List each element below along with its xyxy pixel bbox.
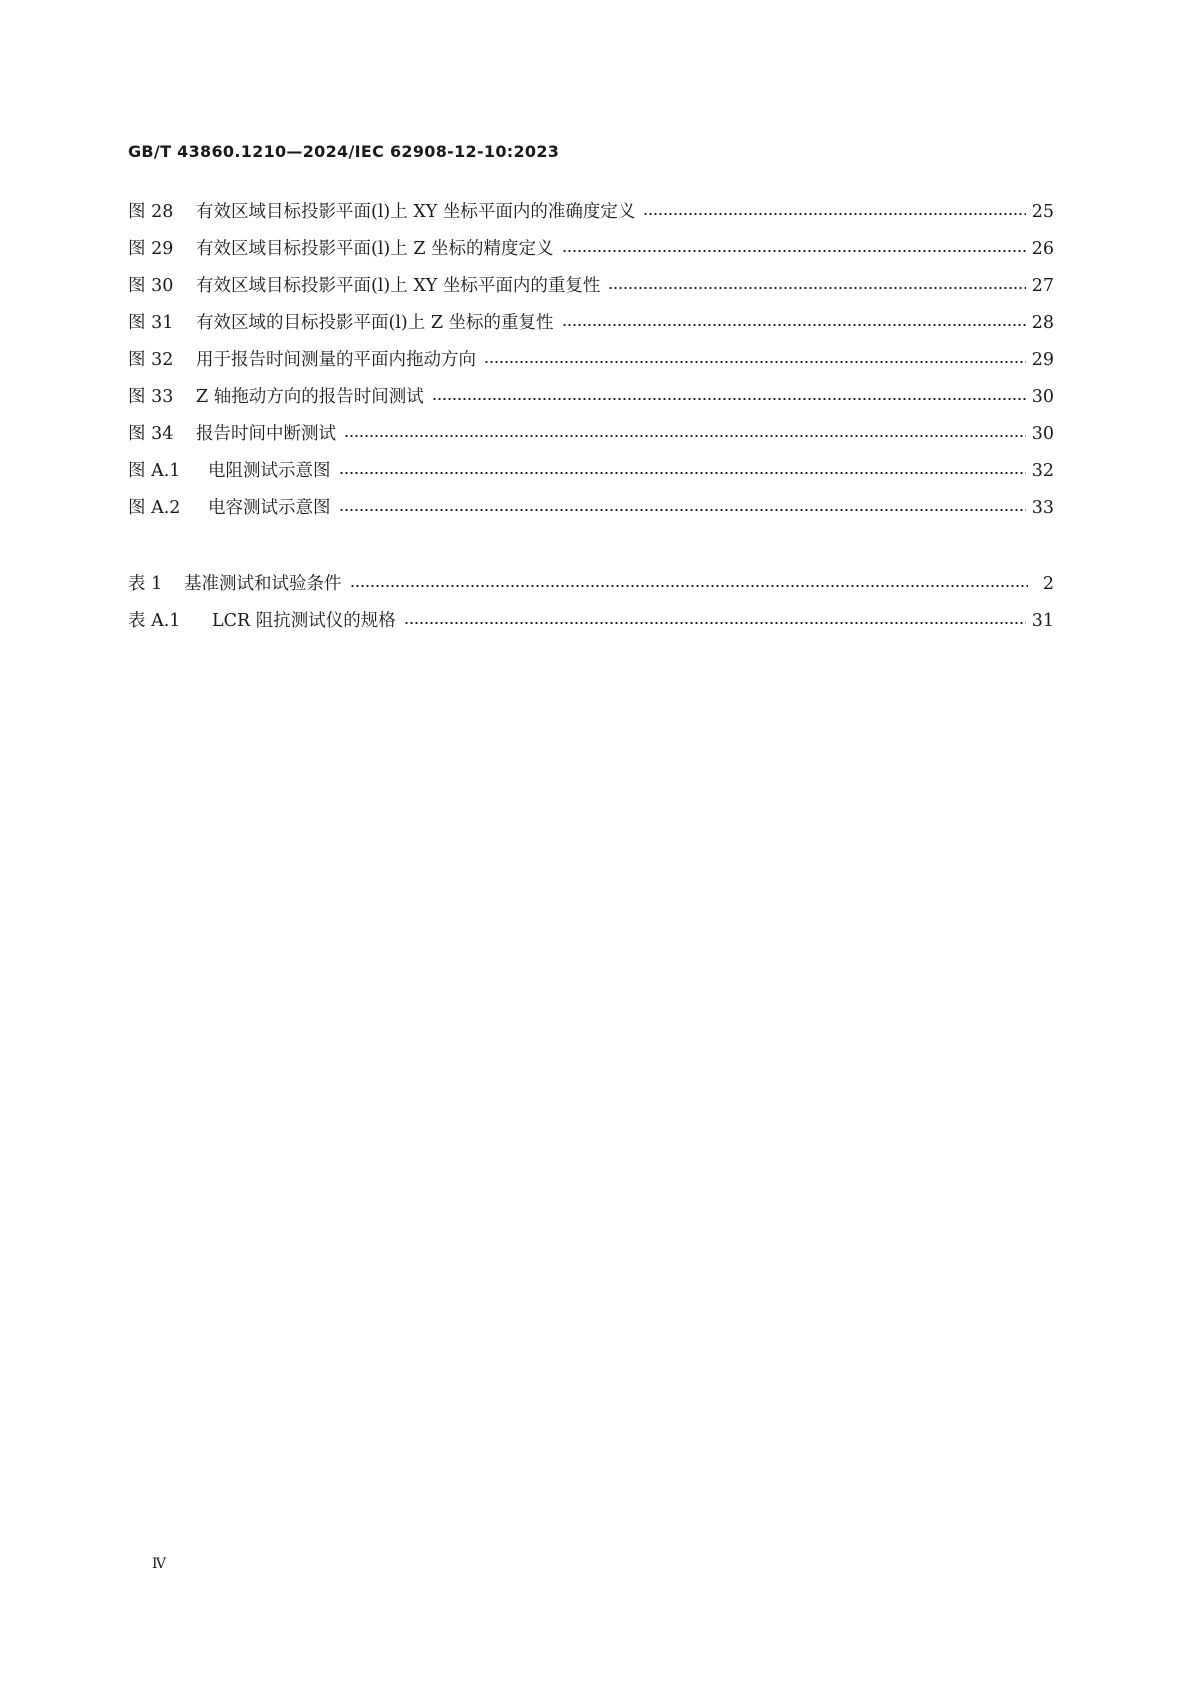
leader-dots bbox=[339, 499, 1026, 519]
toc-entry-title: Z 轴拖动方向的报告时间测试 bbox=[196, 387, 424, 407]
toc-entry-title: 基准测试和试验条件 bbox=[184, 574, 342, 594]
toc-entry-title: 有效区域的目标投影平面(l)上 Z 坐标的重复性 bbox=[196, 313, 554, 333]
toc-entry-page: 31 bbox=[1031, 611, 1054, 631]
toc-entry-page: 33 bbox=[1031, 498, 1054, 518]
toc-entry-title: 报告时间中断测试 bbox=[196, 424, 336, 444]
toc-entry-title: LCR 阻抗测试仪的规格 bbox=[212, 611, 396, 631]
toc-entry-page: 32 bbox=[1031, 461, 1054, 481]
leader-dots bbox=[643, 203, 1025, 223]
toc-entry-label: 图 A.1 bbox=[128, 461, 181, 481]
toc-entry-table-1[interactable] bbox=[128, 566, 1054, 603]
toc-entry-label: 图 A.2 bbox=[128, 498, 181, 518]
toc-entry-page: 27 bbox=[1031, 276, 1054, 296]
document-header-code: GB/T 43860.1210—2024/IEC 62908-12-10:2023 bbox=[128, 142, 560, 161]
toc-entry-figure-a1[interactable] bbox=[128, 453, 1054, 490]
leader-dots bbox=[344, 425, 1026, 445]
leader-dots bbox=[339, 462, 1026, 482]
leader-dots bbox=[562, 240, 1026, 260]
leader-dots bbox=[432, 388, 1026, 408]
toc-entry-label: 表 1 bbox=[128, 574, 163, 594]
toc-entry-label: 图 32 bbox=[128, 350, 174, 370]
toc-entry-page: 30 bbox=[1031, 424, 1054, 444]
toc-entry-title: 有效区域目标投影平面(l)上 XY 坐标平面内的重复性 bbox=[196, 276, 601, 296]
toc-entry-figure-34[interactable] bbox=[128, 416, 1054, 453]
toc-entry-page: 25 bbox=[1031, 202, 1054, 222]
page-number: Ⅳ bbox=[152, 1556, 166, 1572]
table-list bbox=[128, 566, 1054, 640]
toc-entry-title: 有效区域目标投影平面(l)上 XY 坐标平面内的准确度定义 bbox=[196, 202, 636, 222]
toc-entry-title: 电容测试示意图 bbox=[208, 498, 331, 518]
toc-entry-title: 用于报告时间测量的平面内拖动方向 bbox=[196, 350, 476, 370]
toc-entry-figure-31[interactable] bbox=[128, 305, 1054, 342]
toc-entry-page: 28 bbox=[1031, 313, 1054, 333]
toc-entry-title: 电阻测试示意图 bbox=[208, 461, 331, 481]
toc-entry-label: 图 29 bbox=[128, 239, 174, 259]
toc-entry-figure-32[interactable] bbox=[128, 342, 1054, 379]
toc-entry-figure-28[interactable] bbox=[128, 194, 1054, 231]
toc-entry-label: 图 30 bbox=[128, 276, 174, 296]
toc-entry-label: 图 31 bbox=[128, 313, 174, 333]
toc-entry-page: 26 bbox=[1031, 239, 1054, 259]
toc-entry-page: 30 bbox=[1031, 387, 1054, 407]
leader-dots bbox=[350, 575, 1029, 595]
leader-dots bbox=[562, 314, 1026, 334]
toc-entry-figure-29[interactable] bbox=[128, 231, 1054, 268]
toc-entry-table-a1[interactable] bbox=[128, 603, 1054, 640]
toc-entry-page: 29 bbox=[1031, 350, 1054, 370]
leader-dots bbox=[608, 277, 1025, 297]
toc-entry-label: 图 34 bbox=[128, 424, 174, 444]
toc-entry-label: 图 28 bbox=[128, 202, 174, 222]
toc-entry-label: 图 33 bbox=[128, 387, 174, 407]
leader-dots bbox=[404, 612, 1026, 632]
toc-entry-figure-30[interactable] bbox=[128, 268, 1054, 305]
toc-entry-title: 有效区域目标投影平面(l)上 Z 坐标的精度定义 bbox=[196, 239, 554, 259]
figure-list bbox=[128, 194, 1054, 527]
toc-entry-page: 2 bbox=[1042, 574, 1054, 594]
toc-entry-label: 表 A.1 bbox=[128, 611, 181, 631]
toc-entry-figure-33[interactable] bbox=[128, 379, 1054, 416]
toc-entry-figure-a2[interactable] bbox=[128, 490, 1054, 527]
leader-dots bbox=[484, 351, 1026, 371]
